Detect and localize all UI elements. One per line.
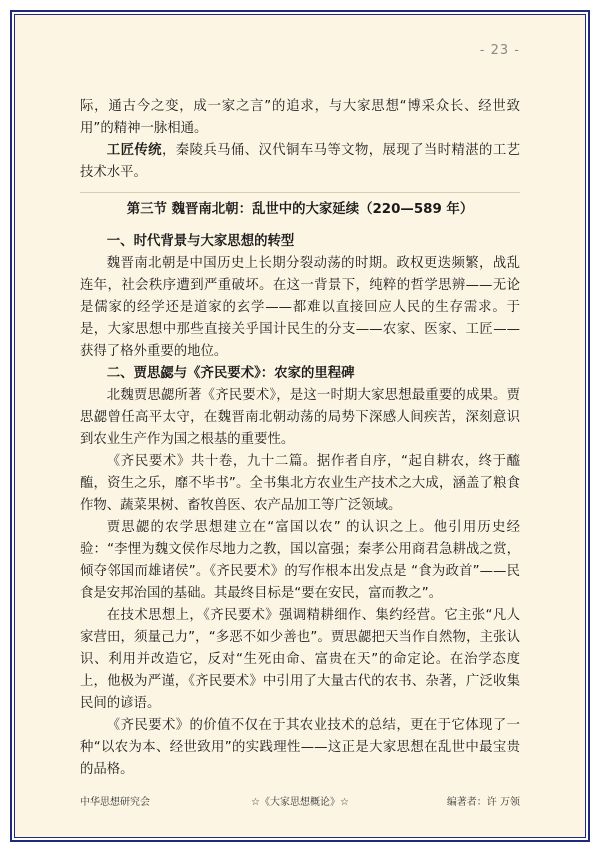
intro-paragraph: 际，通古今之变，成一家之言”的追求，与大家思想“博采众长、经世致用”的精神一脉相通。: [80, 99, 520, 136]
subsection-heading-2: 二、贾思勰与《齐民要术》：农家的里程碑: [106, 366, 355, 381]
paragraph: 贾思勰的农学思想建立在“富国以农” 的认识之上。他引用历史经验：“李悝为魏文侯作尽地力之教，国以富强；秦孝公用商君急耕战之赏，倾夺邻国而雄诸侯”。《齐民要术》的写作根本出发点是 “食为政首”——民食是安邦治国的基础。其最终目标是“要在安民，富而教之”。: [80, 520, 520, 601]
footer-organization: 中华思想研究会: [80, 797, 150, 808]
page-number: - 23 -: [479, 43, 520, 58]
subsection-heading-1: 一、时代背景与大家思想的转型: [106, 234, 295, 249]
footer-book-title: ☆《大家思想概论》☆: [251, 797, 349, 808]
paragraph: 在技术思想上，《齐民要术》强调精耕细作、集约经营。它主张“凡人家营田，须量己力”，“多恶不如少善也”。贾思勰把天当作自然物，主张认识、利用并改造它，反对“生死由命、富贵在天”的命定论。在治学态度上，他极为严谨，《齐民要术》中引用了大量古代的农书、杂著，广泛收集民间的谚语。: [80, 608, 520, 711]
section-title: 第三节 魏晋南北朝：乱世中的大家延续（220—589 年）: [126, 202, 474, 217]
paragraph: 魏晋南北朝是中国历史上长期分裂动荡的时期。政权更迭频繁，战乱连年，社会秩序遭到严重破坏。在这一背景下，纯粹的哲学思辨——无论是儒家的经学还是道家的玄学——都难以直接回应人民的生存需求。于是，大家思想中那些直接关乎国计民生的分支——农家、医家、工匠——获得了格外重要的地位。: [80, 256, 520, 359]
page-body: [80, 96, 520, 781]
paragraph: 北魏贾思勰所著《齐民要术》，是这一时期大家思想最重要的成果。贾思勰曾任高平太守，在魏晋南北朝动荡的局势下深感人间疾苦，深刻意识到农业生产作为国之根基的重要性。: [80, 388, 520, 447]
paragraph: 《齐民要术》共十卷，九十二篇。据作者自序，“起自耕农，终于醯醢，资生之乐，靡不毕书”。全书集北方农业生产技术之大成，涵盖了粮食作物、蔬菜果树、畜牧兽医、农产品加工等广泛领域。: [80, 454, 520, 513]
paragraph: 《齐民要术》的价值不仅在于其农业技术的总结，更在于它体现了一种“以农为本、经世致用”的实践理性——这正是大家思想在乱世中最宝贵的品格。: [80, 718, 520, 777]
craft-text: ，秦陵兵马俑、汉代铜车马等文物，展现了当时精湛的工艺技术水平。: [80, 143, 521, 180]
footer-author: 编著者：许 万领: [446, 797, 520, 808]
page-footer: [80, 793, 520, 809]
craft-label: 工匠传统: [106, 143, 162, 158]
craft-paragraph: [80, 140, 520, 184]
section-divider: [80, 192, 520, 193]
